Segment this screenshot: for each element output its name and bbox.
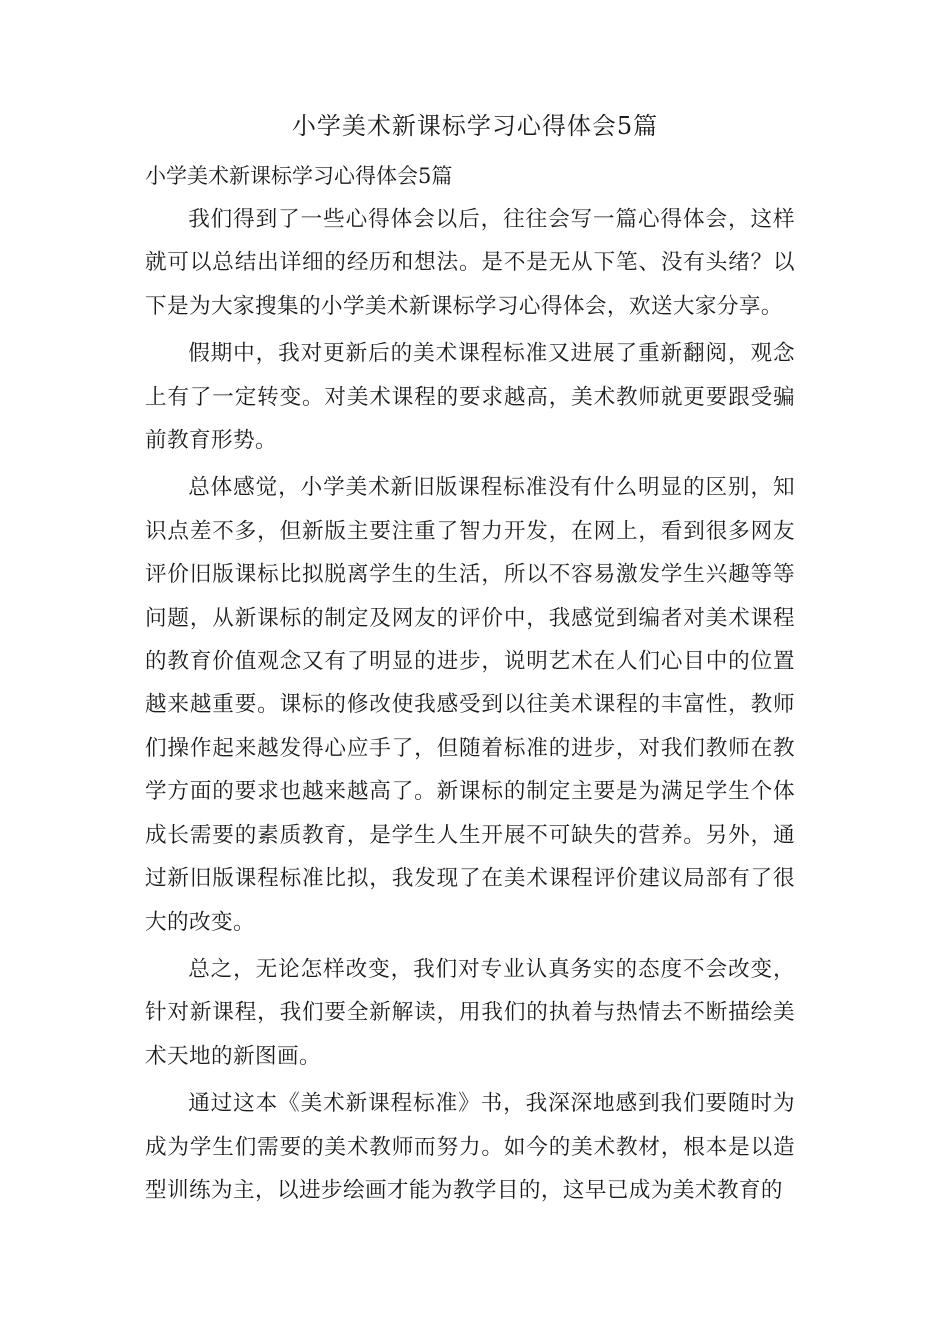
- document-subtitle: 小学美术新课标学习心得体会5篇: [145, 164, 453, 188]
- paragraph-conclusion: 总之，无论怎样改变，我们对专业认真务实的态度不会改变，针对新课程，我们要全新解读，用我们的执着与热情去不断描绘美术天地的新图画。: [145, 956, 795, 1069]
- paragraph-overall: 总体感觉，小学美术新旧版课程标准没有什么明显的区别，知识点差不多，但新版主要注重了智力开发，在网上，看到很多网友评价旧版课标比拟脱离学生的生活，所以不容易激发学生兴趣等等问题，从新课标的制定及网友的评价中，我感觉到编者对美术课程的教育价值观念又有了明显的进步，说明艺术在人们心目中的位置越来越重要。课标的修改使我感受到以往美术课程的丰富性，教师们操作起来越发得心应手了，但随着标准的进步，对我们教师在教学方面的要求也越来越高了。新课标的制定主要是为满足学生个体成长需要的素质教育，是学生人生开展不可缺失的营养。另外，通过新旧版课程标准比拟，我发现了在美术课程评价建议局部有了很大的改变。: [145, 475, 795, 935]
- document-body: [145, 198, 795, 1216]
- paragraph-intro: 我们得到了一些心得体会以后，往往会写一篇心得体会，这样就可以总结出详细的经历和想法。是不是无从下笔、没有头绪？以下是为大家搜集的小学美术新课标学习心得体会，欢送大家分享。: [145, 207, 795, 319]
- paragraph-book: 通过这本《美术新课程标准》书，我深深地感到我们要随时为成为学生们需要的美术教师而努力。如今的美术教材，根本是以造型训练为主，以进步绘画才能为教学目的，这早已成为美术教育的: [145, 1091, 795, 1203]
- document-title: 小学美术新课标学习心得体会5篇: [291, 112, 659, 140]
- paragraph-holiday: 假期中，我对更新后的美术课程标准又进展了重新翻阅，观念上有了一定转变。对美术课程的要求越高，美术教师就更要跟受骗前教育形势。: [145, 341, 795, 454]
